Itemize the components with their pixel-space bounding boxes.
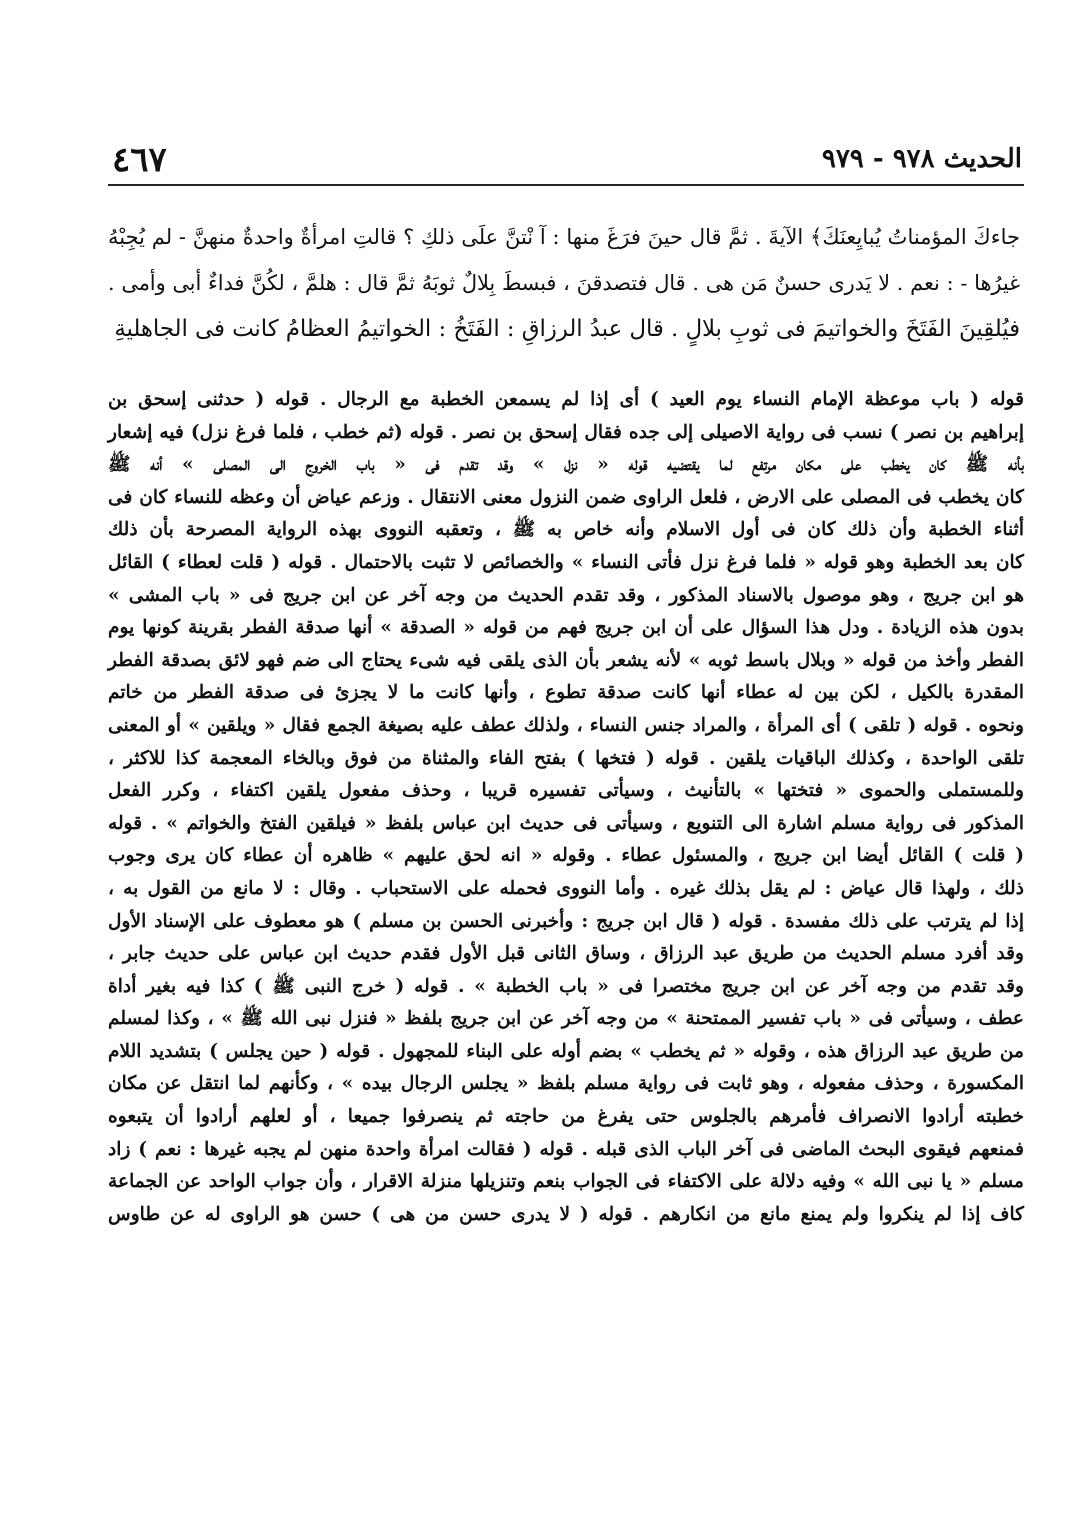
commentary-line: المذكور فى رواية مسلم اشارة الى التنويع ، وسيأتى فى حديث ابن عباس بلفظ « فيلقين الفتخ والخواتم » . قوله: [108, 812, 1024, 834]
commentary-line: ونحوه . قوله ( تلقى ) أى المرأة ، والمراد جنس النساء ، ولذلك عطف عليه بصيغة الجمع فقال « ويلقين » أو المعنى: [108, 714, 1024, 736]
commentary-line: عطف ، وسيأتى فى « باب تفسير الممتحنة » من وجه آخر عن ابن جريج بلفظ « فنزل نبى الله ﷺ » ، وكذا لمسلم: [108, 1008, 1024, 1030]
commentary-line: وقد تقدم من وجه آخر عن ابن جريج مختصرا فى « باب الخطبة » . قوله ( خرج النبى ﷺ ) كذا فيه بغير أداة: [108, 975, 1024, 997]
commentary-line: خطبته أرادوا الانصراف فأمرهم بالجلوس حتى يفرغ من حاجته ثم ينصرفوا جميعا ، أو لعلهم أرادوا أن يتبعوه: [108, 1106, 1024, 1128]
commentary-text: [108, 384, 1024, 1231]
commentary-line: وللمستملى والحموى « فتختها » بالتأنيث ، وسيأتى تفسيره قريبا ، وحذف مفعول يلقين اكتفاء ، وكرر الفعل: [108, 780, 1024, 802]
commentary-line: وقد أفرد مسلم الحديث من طريق عبد الرزاق ، وساق الثانى قبل الأول فقدم حديث ابن عباس على حديث جابر ،: [108, 943, 1024, 965]
commentary-line: ذلك ، ولهذا قال عياض : لم يقل بذلك غيره . وأما النووى فحمله على الاستحباب . وقال : لا مانع من القول به ،: [108, 877, 1024, 899]
commentary-line: من طريق عبد الرزاق هذه ، وقوله « ثم يخطب » بضم أوله على البناء للمجهول . قوله ( حين يجلس ) بتشديد اللام: [108, 1040, 1024, 1062]
commentary-line: قوله ( باب موعظة الإمام النساء يوم العيد ) أى إذا لم يسمعن الخطبة مع الرجال . قوله ( حدثنى إسحق بن: [108, 389, 1024, 410]
commentary-line: بدون هذه الزيادة . ودل هذا السؤال على أن ابن جريج فهم من قوله « الصدقة » أنها صدقة الفطر بقرينة كونها يوم: [108, 617, 1024, 639]
commentary-line: كان بعد الخطبة وهو قوله « فلما فرغ نزل فأتى النساء » والخصائص لا تثبت بالاحتمال . قوله ( قلت لعطاء ) القائل: [108, 551, 1024, 573]
commentary-line: إبراهيم بن نصر ) نسب فى رواية الاصيلى إلى جده فقال إسحق بن نصر . قوله (ثم خطب ، فلما فرغ نزل) فيه إشعار: [108, 421, 1024, 443]
commentary-line: الفطر وأخذ من قوله « وبلال باسط ثوبه » لأنه يشعر بأن الذى يلقى فيه شىء يحتاج الى ضم فهو لائق بصدقة الفطر: [108, 649, 1024, 671]
header-rule: [108, 184, 1024, 186]
hadith-text: [108, 214, 1020, 352]
commentary-line: ( قلت ) القائل أيضا ابن جريج ، والمسئول عطاء . وقوله « انه لحق عليهم » ظاهره أن عطاء كان يرى وجوب: [108, 845, 1024, 867]
commentary-line: فمنعهم فيقوى البحث الماضى فى آخر الباب الذى قبله . قوله ( فقالت امرأة واحدة منهن لم يجبه غيرها : نعم ) زاد: [108, 1138, 1024, 1160]
hadith-line: فيُلقِينَ الفَتَخَ والخواتيمَ فى ثوبِ بلالٍ . قال عبدُ الرزاقِ : الفَتَخُ : الخواتيمُ العظامُ كانت فى الجاهليةِ: [114, 316, 1020, 342]
commentary-line: إذا لم يترتب على ذلك مفسدة . قوله ( قال ابن جريج : وأخبرنى الحسن بن مسلم ) هو معطوف على الإسناد الأول: [108, 910, 1024, 932]
hadith-line: جاءكَ المؤمناتُ يُبايِعنَكَ﴾ الآيةَ . ثمَّ قال حينَ فرَغَ منها : آ نْتنَّ علَى ذلكِ ؟ قالتِ امرأةٌ واحدةٌ منهنَّ - لم يُجِبْهُ: [108, 225, 1020, 249]
hadith-line: غيرُها - : نعم . لا يَدرى حسنٌ مَن هى . قال فتصدقنَ ، فبسطَ بِلالٌ ثوبَهُ ثمَّ قال : هلمَّ ، لكُنَّ فداءٌ أبى وأمى .: [108, 271, 1020, 295]
commentary-line: كاف إذا لم ينكروا ولم يمنع مانع من انكارهم . قوله ( لا يدرى حسن من هى ) حسن هو الراوى له عن طاوس: [108, 1203, 1024, 1225]
page-number: ٤٦٧: [112, 140, 167, 180]
commentary-line: كان يخطب فى المصلى على الارض ، فلعل الراوى ضمن النزول معنى الانتقال . وزعم عياض أن وعظه للنساء كان فى: [108, 486, 1024, 508]
commentary-line: هو ابن جريج ، وهو موصول بالاسناد المذكور ، وقد تقدم الحديث من وجه آخر عن ابن جريج فى « باب المشى »: [108, 584, 1024, 606]
commentary-line: المقدرة بالكيل ، لكن بين له عطاء أنها كانت صدقة تطوع ، وأنها كانت ما لا يجزئ فى صدقة الفطر من خاتم: [108, 682, 1024, 704]
running-title: الحديث ٩٧٨ - ٩٧٩: [821, 144, 1022, 174]
page-header: [112, 140, 1022, 184]
commentary-line: أثناء الخطبة وأن ذلك كان فى أول الاسلام وأنه خاص به ﷺ ، وتعقبه النووى بهذه الرواية المصرحة بأن ذلك: [108, 519, 1024, 541]
commentary-line: تلقى الواحدة ، وكذلك الباقيات يلقين . قوله ( فتخها ) بفتح الفاء والمثناة من فوق وبالخاء المعجمة كذا للاكثر ،: [108, 747, 1024, 769]
commentary-line: المكسورة ، وحذف مفعوله ، وهو ثابت فى رواية مسلم بلفظ « يجلس الرجال بيده » ، وكأنهم لما انتقل عن مكان: [108, 1073, 1024, 1095]
commentary-line: مسلم « يا نبى الله » وفيه دلالة على الاكتفاء فى الجواب بنعم وتنزيلها منزلة الاقرار ، وأن جواب الواحد عن الجماعة: [108, 1171, 1024, 1193]
commentary-line: بأنه ﷺ كان يخطب على مكان مرتفع لما يقتضيه قوله « نزل » وقد تقدم فى « باب الخروج الى المصلى » أنه ﷺ: [108, 454, 1024, 476]
